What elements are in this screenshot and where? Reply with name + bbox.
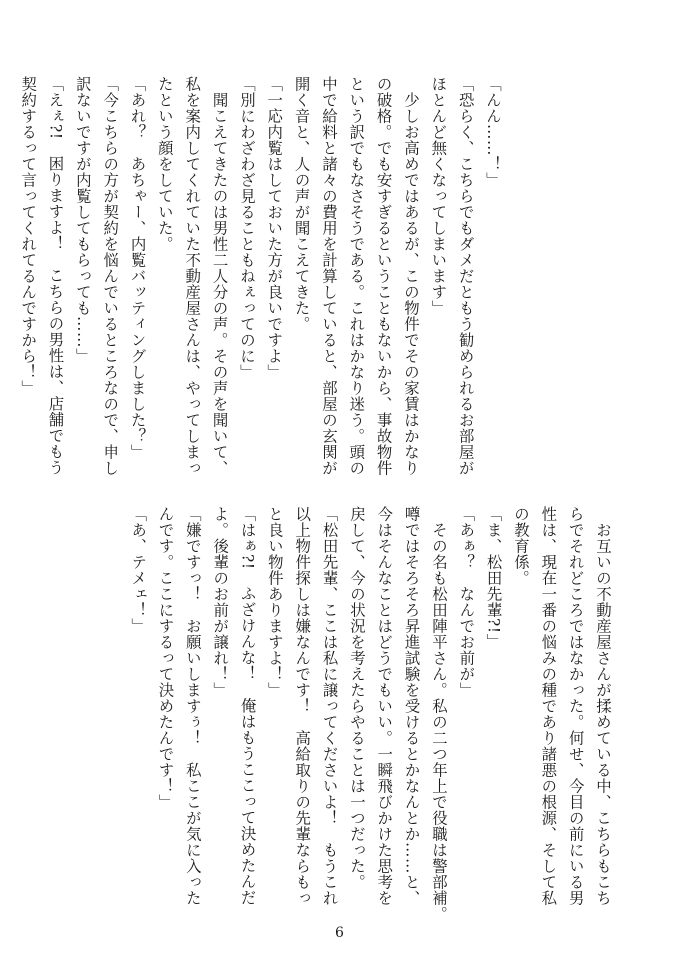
text-column: 聞こえてきたのは男性二人分の声。その声を聞いて、 <box>210 76 229 476</box>
text-column: んです。ここにするって決めたんです！」 <box>156 506 175 810</box>
text-column: 訳ないですが内覧してもらっても……」 <box>73 76 92 364</box>
text-column: 「はぁ?! ふざけんな！ 俺はもうここって決めたんだ <box>238 506 257 906</box>
text-column: 契約するって言ってくれてるんですから！」 <box>19 76 38 396</box>
text-column: 噂ではそろそろ昇進試験を受けるとかなんとか……と、 <box>402 506 421 906</box>
text-column: 戻して、今の状況を考えたらやることは一つだった。 <box>347 506 366 890</box>
text-column: 「あぁ？ なんでお前が」 <box>457 506 476 698</box>
text-column: 「えぇ?! 困りますよ！ こちらの男性は、店舗でもう <box>46 76 65 476</box>
text-column: と良い物件ありますよ！」 <box>265 506 284 698</box>
text-column: らでそれどころではなかった。何せ、今目の前にいる男 <box>566 506 585 906</box>
text-column: 「一応内覧はしておいた方が良いですよ」 <box>265 76 284 380</box>
text-column: 「別にわざわざ見ることもねぇってのに」 <box>237 76 256 380</box>
upper-text-block <box>19 76 506 476</box>
text-column: その名も松田陣平さん。私の二つ年上で役職は警部補。 <box>429 506 448 922</box>
text-column: 以上物件探しは嫌なんです！ 高給取りの先輩ならもっ <box>293 506 312 906</box>
text-column: 「今こちらの方が契約を悩んでいるところなので、申し <box>101 76 120 476</box>
text-column: 少しお高めではあるが、この物件でその家賃はかなり <box>401 76 420 476</box>
text-column: という訳でもなさそうである。これはかなり迷う。頭の <box>347 76 366 476</box>
text-column: 私を案内してくれていた不動産屋さんは、やってしまっ <box>183 76 202 476</box>
text-column: 「嫌ですっ！ お願いしますぅ！ 私ここが気に入った <box>183 506 202 906</box>
text-column: 「恐らく、こちらでもダメだともう勧められるお部屋が <box>456 76 475 476</box>
text-column: 開く音と、人の声が聞こえてきた。 <box>292 76 311 332</box>
text-column: 「んん……！」 <box>484 76 502 188</box>
text-column: ほとんど無くなってしまいます」 <box>429 76 448 316</box>
lower-text-block <box>96 506 616 922</box>
text-column: 性は、現在一番の悩みの種であり諸悪の根源、そして私 <box>539 506 558 906</box>
page-number: 6 <box>335 925 344 941</box>
text-column: 「あ、テメェ！」 <box>129 506 148 634</box>
text-column: 「ま、松田先輩?!」 <box>484 506 503 650</box>
text-column: 「松田先輩、ここは私に譲ってくださいよ！ もうこれ <box>320 506 339 906</box>
text-column: の破格。でも安すぎるということもないから、事故物件 <box>374 76 393 476</box>
text-column: 「あれ？ あちゃー、内覧バッティングしました？」 <box>128 76 147 460</box>
text-column: お互いの不動産屋さんが揉めている中、こちらもこち <box>594 506 612 906</box>
text-column: 今はそんなことはどうでもいい。一瞬飛びかけた思考を <box>375 506 394 906</box>
text-column: の教育係。 <box>511 506 530 586</box>
text-column: たという顔をしていた。 <box>155 76 174 252</box>
text-column: よ。後輩のお前が譲れ！」 <box>211 506 230 698</box>
text-column: 中で給料と諸々の費用を計算していると、部屋の玄関が <box>319 76 338 476</box>
